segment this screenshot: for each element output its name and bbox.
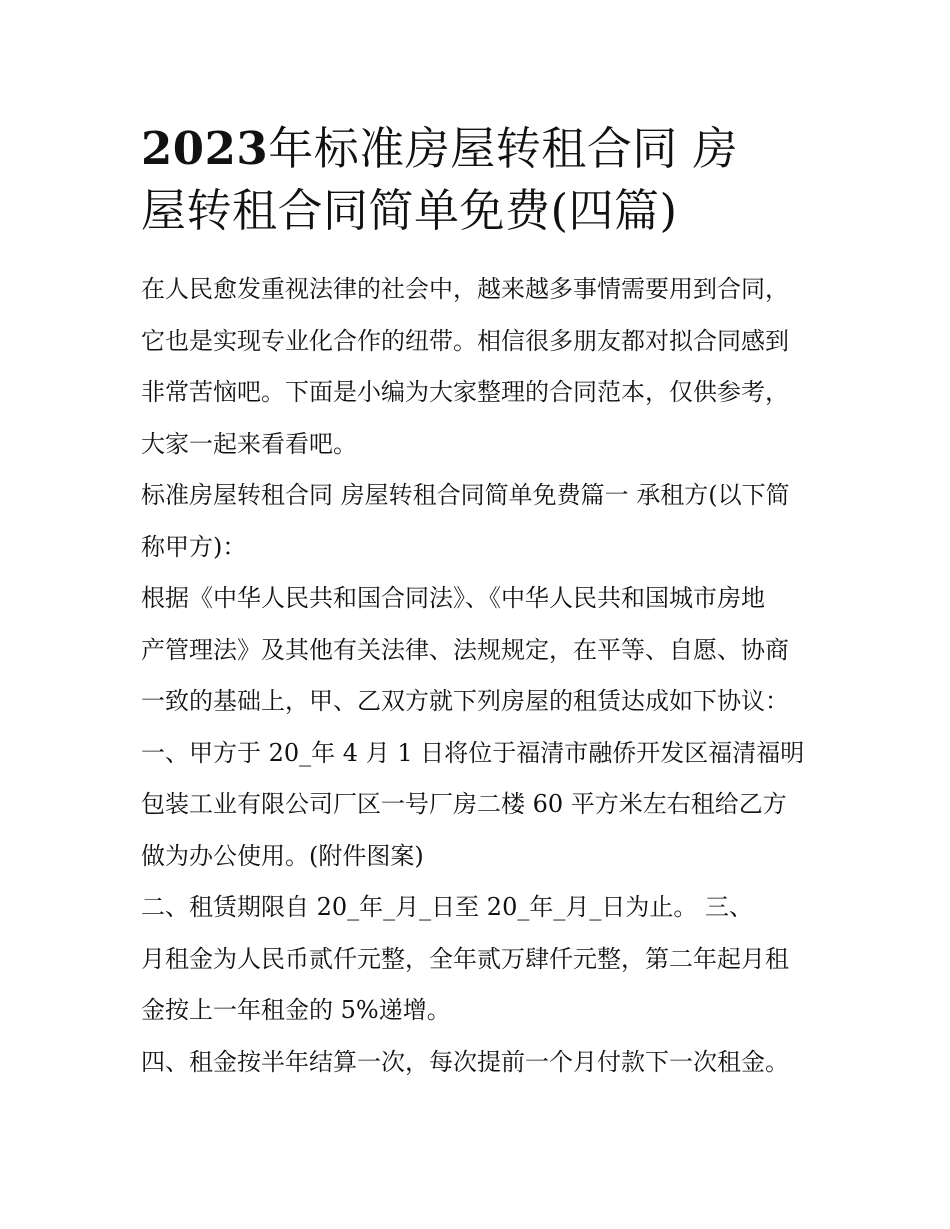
text-line: 包装工业有限公司厂区一号厂房二楼 60 平方米左右租给乙方 xyxy=(141,790,787,818)
text-line: 做为办公使用。(附件图案) xyxy=(141,841,424,870)
text-line: 它也是实现专业化合作的纽带。相信很多朋友都对拟合同感到 xyxy=(141,326,789,355)
paragraph-intro xyxy=(141,264,821,470)
paragraph-clause-4 xyxy=(141,1037,821,1089)
document-title xyxy=(141,118,821,242)
text-line: 产管理法》及其他有关法律、法规规定，在平等、自愿、协商 xyxy=(141,635,789,664)
text-line: 大家一起来看看吧。 xyxy=(141,429,357,458)
document-body xyxy=(141,264,821,1088)
paragraph-clause-2-3 xyxy=(141,882,821,1037)
text-line: 称甲方)： xyxy=(141,532,247,561)
text-line: 根据《中华人民共和国合同法》、《中华人民共和国城市房地 xyxy=(141,584,765,612)
title-text: 年标准房屋转租合同 房 xyxy=(268,122,739,175)
paragraph-clause-1 xyxy=(141,728,821,883)
document-page xyxy=(141,118,821,1088)
text-line: 标准房屋转租合同 房屋转租合同简单免费篇一 承租方(以下简 xyxy=(141,481,790,509)
title-year: 2023 xyxy=(141,122,269,175)
text-line: 一、甲方于 20_年 4 月 1 日将位于福清市融侨开发区福清福明 xyxy=(141,738,805,767)
text-line: 一致的基础上，甲、乙双方就下列房屋的租赁达成如下协议： xyxy=(141,687,789,715)
text-line: 四、租金按半年结算一次，每次提前一个月付款下一次租金。 xyxy=(141,1047,789,1076)
title-line xyxy=(141,180,821,242)
text-line: 在人民愈发重视法律的社会中，越来越多事情需要用到合同， xyxy=(141,275,789,303)
text-line: 非常苦恼吧。下面是小编为大家整理的合同范本，仅供参考， xyxy=(141,378,789,406)
text-line: 金按上一年租金的 5%递增。 xyxy=(141,996,451,1024)
paragraph-section-heading xyxy=(141,470,821,573)
title-text: 屋转租合同简单免费(四篇) xyxy=(141,184,678,237)
text-line: 月租金为人民币贰仟元整，全年贰万肆仟元整，第二年起月租 xyxy=(141,944,789,973)
text-line: 二、租赁期限自 20_年_月_日至 20_年_月_日为止。 三、 xyxy=(141,893,753,921)
title-line xyxy=(141,118,821,180)
paragraph-legal-basis xyxy=(141,573,821,728)
